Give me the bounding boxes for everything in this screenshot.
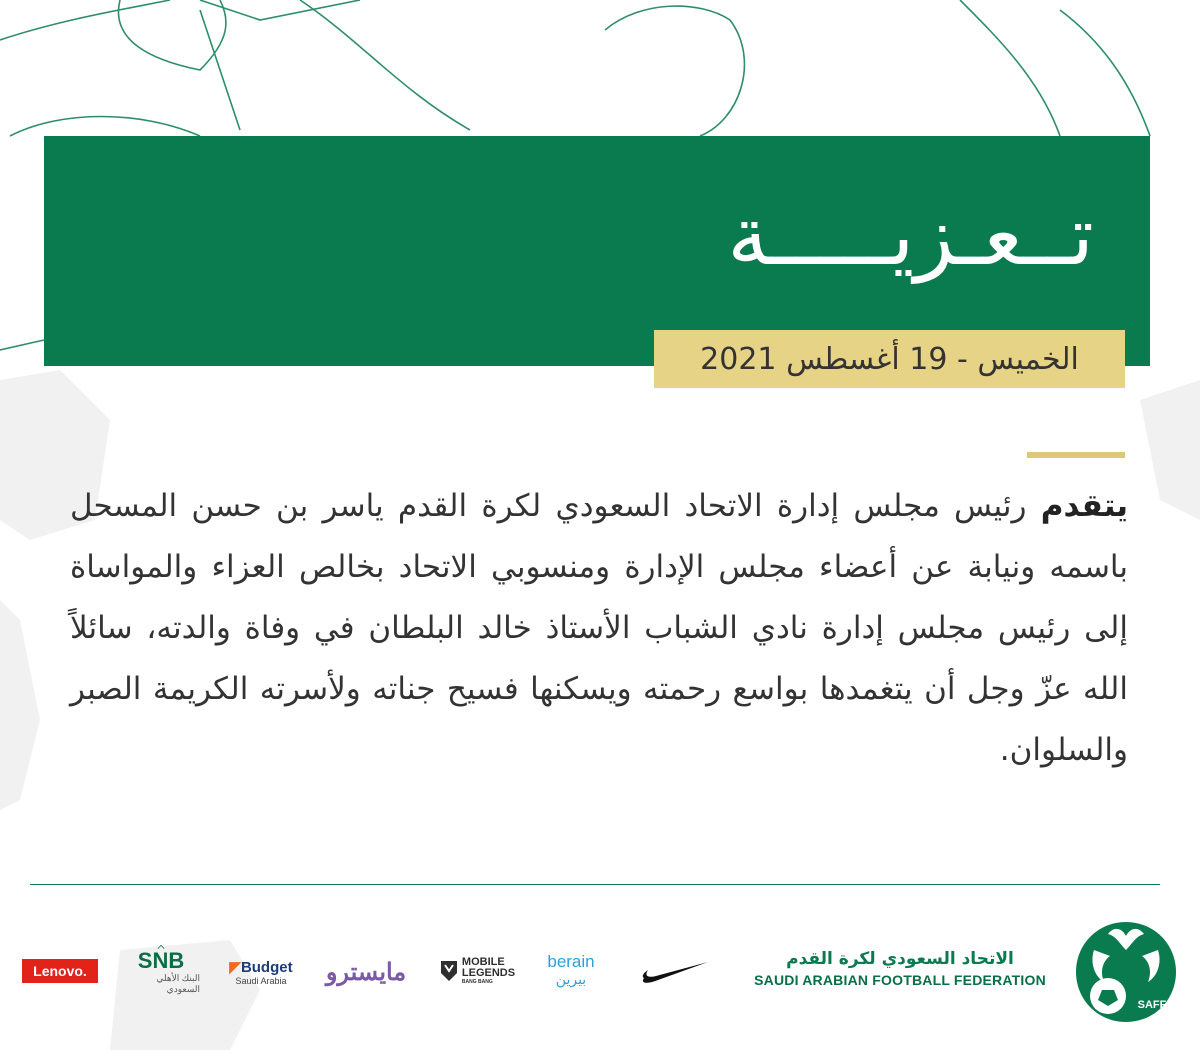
berain-subtitle: بيرين bbox=[555, 971, 587, 987]
berain-logo bbox=[540, 948, 602, 992]
footer-divider bbox=[30, 884, 1160, 885]
nike-swoosh-icon bbox=[640, 958, 710, 984]
snb-name: SNB bbox=[137, 948, 185, 973]
paragraph-lead-word: يتقدم bbox=[1040, 488, 1128, 524]
saff-logo-text: SAFF bbox=[1137, 999, 1167, 1011]
lenovo-text: Lenovo. bbox=[33, 963, 87, 979]
budget-subtitle: Saudi Arabia bbox=[235, 976, 287, 986]
page-title: تــعـزيـــــة bbox=[727, 189, 1094, 284]
date-badge bbox=[654, 330, 1125, 388]
budget-logo bbox=[220, 955, 302, 989]
snb-logo bbox=[122, 945, 200, 995]
federation-name bbox=[742, 948, 1058, 994]
mlbb-line3: BANG BANG bbox=[461, 979, 493, 985]
berain-name: berain bbox=[547, 952, 595, 971]
accent-line bbox=[1027, 452, 1125, 458]
budget-name: ◤Budget bbox=[229, 959, 293, 976]
mlbb-line2: LEGENDS bbox=[461, 967, 516, 979]
lenovo-logo bbox=[22, 959, 98, 983]
federation-name-english: SAUDI ARABIAN FOOTBALL FEDERATION bbox=[754, 972, 1046, 988]
saff-logo-icon bbox=[1068, 916, 1184, 1028]
condolence-paragraph bbox=[70, 476, 1128, 781]
paragraph-text: رئيس مجلس إدارة الاتحاد السعودي لكرة القدم ياسر بن حسن المسحل باسمه ونيابة عن أعضاء مجلس الإدارة ومنسوبي الاتحاد بخالص العزاء والمواساة إلى رئيس مجلس إدارة نادي الشباب الأستاذ خالد البلطان في وفاة والدته، سائلاً الله عزّ وجل أن يتغمدها بواسع رحمته ويسكنها فسيح جناته ولأسرته الكريمة الصبر والسلوان. bbox=[70, 488, 1128, 768]
nike-logo bbox=[640, 958, 710, 984]
date-text: الخميس - 19 أغسطس 2021 bbox=[700, 341, 1079, 377]
mobile-legends-logo bbox=[436, 956, 518, 986]
maestro-logo bbox=[326, 955, 406, 989]
snb-subtitle: البنك الأهلي السعودي bbox=[156, 973, 200, 994]
mlbb-emblem-icon bbox=[439, 959, 459, 983]
federation-name-arabic: الاتحاد السعودي لكرة القدم bbox=[786, 949, 1014, 969]
mlbb-line1: MOBILE bbox=[461, 956, 505, 968]
maestro-text: مايسترو bbox=[325, 958, 407, 986]
